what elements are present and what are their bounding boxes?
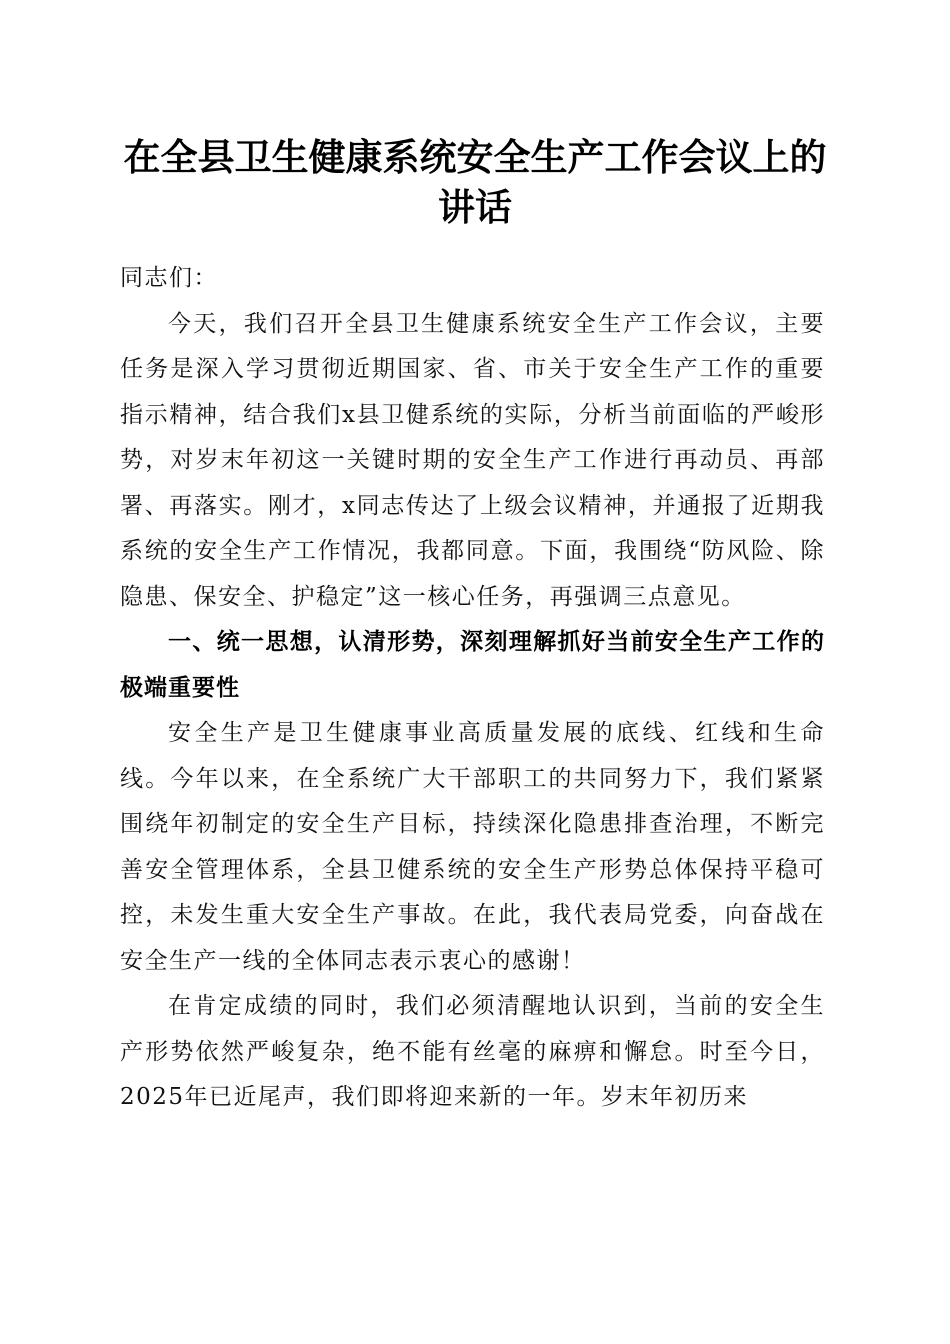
document-title: 在全县卫生健康系统安全生产工作会议上的讲话 [123,135,827,229]
intro-paragraph: 今天，我们召开全县卫生健康系统安全生产工作会议，主要任务是深入学习贯彻近期国家、省、市关于安全生产工作的重要指示精神，结合我们x县卫健系统的实际，分析当前面临的严峻形势，对岁末年初这一关键时期的安全生产工作进行再动员、再部署、再落实。刚才，x同志传达了上级会议精神，并通报了近期我系统的安全生产工作情况，我都同意。下面，我围绕“防风险、除隐患、保安全、护稳定”这一核心任务，再强调三点意见。 [120,310,825,610]
section-1-paragraph-1: 安全生产是卫生健康事业高质量发展的底线、红线和生命线。今年以来，在全系统广大干部职工的共同努力下，我们紧紧围绕年初制定的安全生产目标，持续深化隐患排查治理，不断完善安全管理体系，全县卫健系统的安全生产形势总体保持平稳可控，未发生重大安全生产事故。在此，我代表局党委，向奋战在安全生产一线的全体同志表示衷心的感谢！ [120,720,825,974]
document-body [120,256,825,1121]
section-1-paragraph-2: 在肯定成绩的同时，我们必须清醒地认识到，当前的安全生产形势依然严峻复杂，绝不能有丝毫的麻痹和懈怠。时至今日，2025年已近尾声，我们即将迎来新的一年。岁末年初历来 [120,993,825,1110]
salutation: 同志们： [120,265,218,291]
section-heading-1: 一、统一思想，认清形势，深刻理解抓好当前安全生产工作的极端重要性 [120,629,825,701]
